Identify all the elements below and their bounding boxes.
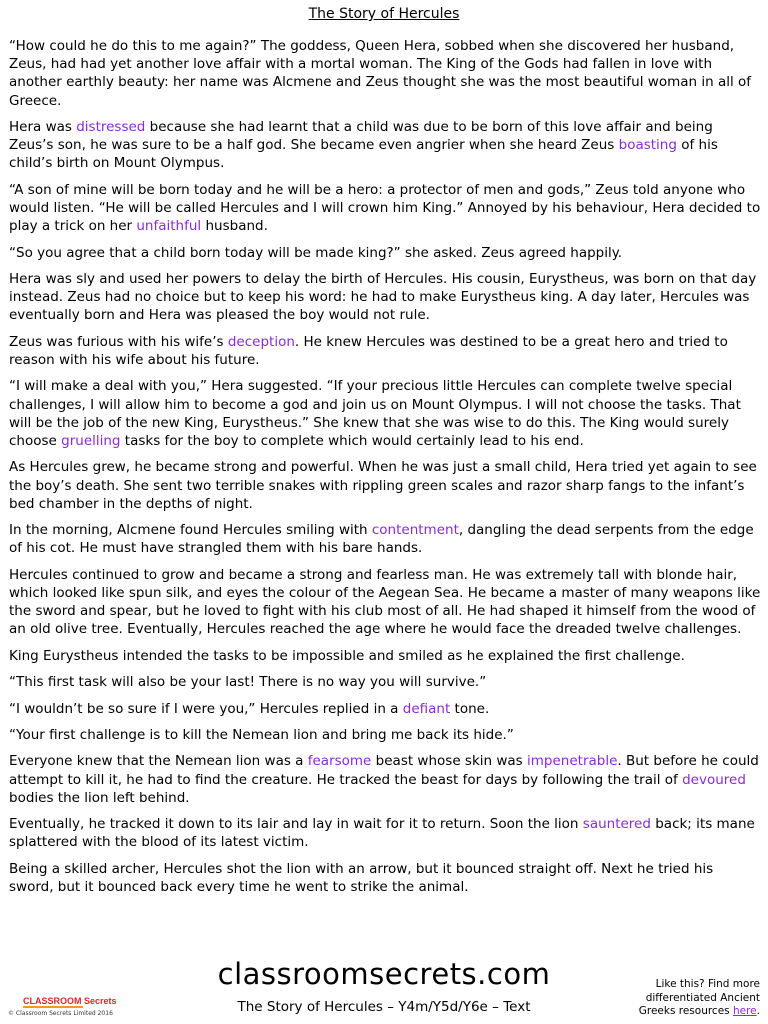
paragraph-text: “I wouldn’t be so sure if I were you,” Hercules replied in a — [9, 700, 403, 717]
page-title: The Story of Hercules — [308, 6, 460, 22]
story-paragraph — [9, 566, 761, 639]
paragraph-text: Eventually, he tracked it down to its lair and lay in wait for it to return. Soon the lion — [9, 816, 583, 833]
story-paragraph — [9, 270, 761, 325]
story-paragraph — [9, 181, 761, 236]
paragraph-text: , dangling the dead serpents from the edge of his cot. He must have strangled them with his bare hands. — [9, 522, 754, 557]
story-paragraph — [9, 815, 761, 851]
paragraph-text: tasks for the boy to complete which would certainly lead to his end. — [120, 432, 584, 449]
promo-text — [630, 978, 760, 1019]
copyright-notice: © Classroom Secrets Limited 2016 — [8, 1010, 113, 1017]
story-paragraph — [9, 333, 761, 369]
story-paragraph — [9, 673, 761, 691]
logo-text: CLASSROOM Secrets — [23, 996, 117, 1006]
story-paragraph — [9, 700, 761, 718]
paragraph-text: King Eurystheus intended the tasks to be impossible and smiled as he explained the first challenge. — [9, 647, 685, 664]
vocab-word: unfaithful — [136, 218, 202, 235]
vocab-word: distressed — [76, 119, 146, 135]
paragraph-text: “Your first challenge is to kill the Nemean lion and bring me back its hide.” — [9, 726, 514, 743]
paragraph-text: . But before he could attempt to kill it, he had to find the creature. He tracked the beast for days by following the trail of — [9, 753, 759, 788]
footer-subtitle: The Story of Hercules – Y4m/Y5d/Y6e – Text — [237, 999, 531, 1015]
paragraph-text: “How could he do this to me again?” The goddess, Queen Hera, sobbed when she discovered her husband, Zeus, had had yet another love affair with a mortal woman. The King of the Gods had fallen in love with another earthly beauty: her name was Alcmene and Zeus thought she was the most beautiful woman in all of Greece. — [9, 38, 752, 109]
classroom-secrets-logo — [22, 992, 117, 1010]
story-paragraph — [9, 860, 761, 896]
story-paragraph — [9, 752, 761, 807]
vocab-word: boasting — [618, 137, 677, 154]
paragraph-text: As Hercules grew, he became strong and powerful. When he was just a small child, Hera tried yet again to see the boy’s death. She sent two terrible snakes with rippling green scales and razor sharp fangs to the infant’s bed chamber in the depths of night. — [9, 459, 757, 512]
promo-label: Like this? Find more differentiated Ancient Greeks resources — [638, 978, 760, 1017]
story-text — [9, 37, 761, 904]
vocab-word: gruelling — [61, 432, 121, 449]
story-paragraph — [9, 244, 761, 262]
paragraph-text: tone. — [450, 700, 490, 717]
paragraph-text: of his child’s birth on Mount Olympus. — [9, 137, 718, 172]
paragraph-text: beast whose skin was — [371, 753, 528, 770]
paragraph-text: “So you agree that a child born today will be made king?” she asked. Zeus agreed happily. — [9, 244, 623, 261]
paragraph-text: Hera was sly and used her powers to delay the birth of Hercules. His cousin, Eurystheus, was born on that day instead. Zeus had no choice but to keep his word: he had to make Eurystheus king. A day later, Hercules was eventually born and Hera was pleased the boy would not rule. — [9, 270, 757, 324]
paragraph-text: In the morning, Alcmene found Hercules smiling with — [9, 522, 372, 539]
paragraph-text: Everyone knew that the Nemean lion was a — [9, 753, 308, 770]
logo-underline — [23, 1006, 83, 1008]
paragraph-text: . He knew Hercules was destined to be a great hero and tried to reason with his wife about his future. — [9, 333, 728, 368]
story-paragraph — [9, 118, 761, 173]
paragraph-text: Hera was — [9, 119, 77, 135]
promo-link[interactable]: here — [732, 1005, 757, 1017]
story-paragraph — [9, 521, 761, 557]
paragraph-text: “I will make a deal with you,” Hera suggested. “If your precious little Hercules can complete twelve special challenges, I will allow him to become a god and join us on Mount Olympus. I will not choose the tasks. That will be the job of the new King, Eurystheus.” She knew that she was wise to do this. The King would surely choose — [9, 378, 741, 449]
paragraph-text: bodies the lion left behind. — [9, 789, 190, 806]
paragraph-text: husband. — [201, 218, 268, 235]
paragraph-text: Hercules continued to grow and became a strong and fearless man. He was extremely tall with blonde hair, which looked like spun silk, and eyes the colour of the Aegean Sea. He became a master of many weapons like the sword and spear, but he loved to fight with his club most of all. He had shaped it himself from the wood of an old olive tree. Eventually, Hercules reached the age where he would face the dreaded twelve challenges. — [9, 566, 761, 638]
vocab-word: contentment — [371, 522, 459, 539]
paragraph-text: Zeus was furious with his wife’s — [9, 333, 228, 350]
vocab-word: defiant — [402, 700, 451, 717]
brand-url[interactable]: classroomsecrets.com — [217, 957, 551, 991]
vocab-word: sauntered — [582, 816, 651, 833]
vocab-word: deception — [227, 333, 295, 350]
promo-end: . — [756, 1005, 760, 1017]
paragraph-text: back; its mane splattered with the blood of its latest victim. — [9, 816, 755, 851]
paragraph-text: “A son of mine will be born today and he will be a hero: a protector of men and gods,” Zeus told anyone who would listen. “He will be called Hercules and I will crown him King.” Annoyed by his behaviour, Hera decided to play a trick on her — [9, 181, 761, 235]
story-paragraph — [9, 377, 761, 450]
story-paragraph — [9, 37, 761, 110]
vocab-word: devoured — [682, 771, 746, 788]
paragraph-text: Being a skilled archer, Hercules shot the lion with an arrow, but it bounced straight off. Next he tried his sword, but it bounced back every time he went to strike the animal. — [9, 860, 714, 895]
story-paragraph — [9, 647, 761, 665]
vocab-word: impenetrable — [527, 753, 618, 770]
story-paragraph — [9, 458, 761, 513]
paragraph-text: because she had learnt that a child was due to be born of this love affair and being Zeus’s son, he was sure to be a half god. She became even angrier when she heard Zeus — [9, 119, 713, 154]
vocab-word: fearsome — [307, 753, 372, 770]
story-paragraph — [9, 726, 761, 744]
paragraph-text: “This first task will also be your last! There is no way you will survive.” — [9, 674, 487, 691]
